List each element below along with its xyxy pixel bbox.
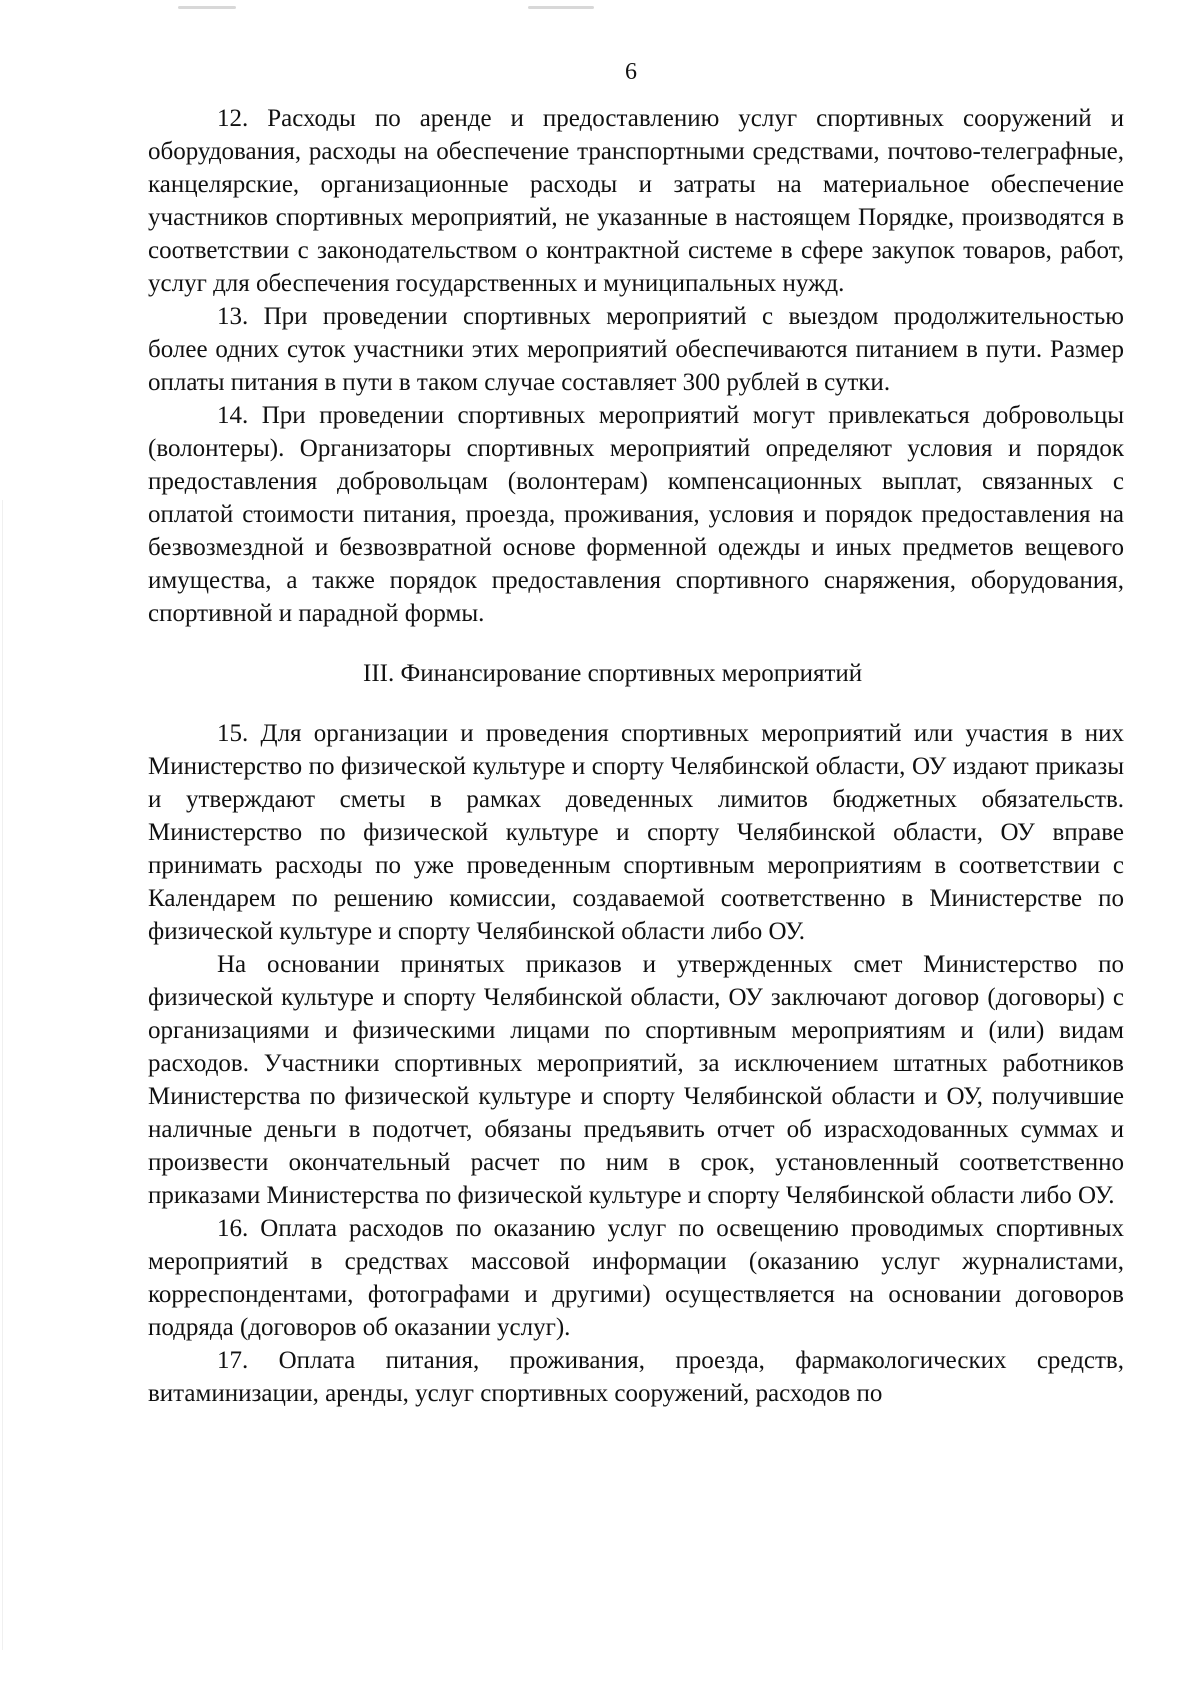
paragraph-13: 13. При проведении спортивных мероприятий с выездом продолжительностью более одних суток участники этих мероприятий обеспечиваются питанием в пути. Размер оплаты питания в пути в таком случае составляет 300 рублей в сутки. — [148, 303, 1124, 396]
paragraph-12: 12. Расходы по аренде и предоставлению услуг спортивных сооружений и оборудования, расходы на обеспечение транспортными средствами, почтово-телеграфные, канцелярские, организационные расходы и затраты на материальное обеспечение участников спортивных мероприятий, не указанные в настоящем Порядке, производятся в соответствии с законодательством о контрактной системе в сфере закупок товаров, работ, услуг для обеспечения государственных и муниципальных нужд. — [148, 105, 1124, 297]
scan-artifact — [178, 6, 236, 9]
scan-edge-line — [2, 500, 3, 1650]
paragraph-16: 16. Оплата расходов по оказанию услуг по освещению проводимых спортивных мероприятий в средствах массовой информации (оказанию услуг журналистами, корреспондентами, фотографами и другими) осуществляется на основании договоров подряда (договоров об оказании услуг). — [148, 1215, 1124, 1341]
document-body — [148, 102, 1124, 1410]
section-heading: III. Финансирование спортивных мероприятий — [363, 660, 863, 687]
page-number: 6 — [625, 59, 637, 85]
scan-artifact — [528, 6, 594, 9]
paragraph-17: 17. Оплата питания, проживания, проезда, фармакологических средств, витаминизации, аренды, услуг спортивных сооружений, расходов по — [148, 1347, 1124, 1407]
paragraph-15: 15. Для организации и проведения спортивных мероприятий или участия в них Министерство по физической культуре и спорту Челябинской области, ОУ издают приказы и утверждают сметы в рамках доведенных лимитов бюджетных обязательств. Министерство по физической культуре и спорту Челябинской области, ОУ вправе принимать расходы по уже проведенным спортивным мероприятиям в соответствии с Календарем по решению комиссии, создаваемой соответственно в Министерстве по физической культуре и спорту Челябинской области либо ОУ. — [148, 720, 1124, 945]
paragraph-14: 14. При проведении спортивных мероприятий могут привлекаться добровольцы (волонтеры). Организаторы спортивных мероприятий определяют условия и порядок предоставления добровольцам (волонтерам) компенсационных выплат, связанных с оплатой стоимости питания, проезда, проживания, условия и порядок предоставления на безвозмездной и безвозвратной основе форменной одежды и иных предметов вещевого имущества, а также порядок предоставления спортивного снаряжения, оборудования, спортивной и парадной формы. — [148, 402, 1124, 627]
paragraph-15-continued: На основании принятых приказов и утвержденных смет Министерство по физической культуре и спорту Челябинской области, ОУ заключают договор (договоры) с организациями и физическими лицами по спортивным мероприятиям и (или) видам расходов. Участники спортивных мероприятий, за исключением штатных работников Министерства по физической культуре и спорту Челябинской области и ОУ, получившие наличные деньги в подотчет, обязаны предъявить отчет об израсходованных суммах и произвести окончательный расчет по ним в срок, установленный соответственно приказами Министерства по физической культуре и спорту Челябинской области либо ОУ. — [148, 951, 1124, 1209]
